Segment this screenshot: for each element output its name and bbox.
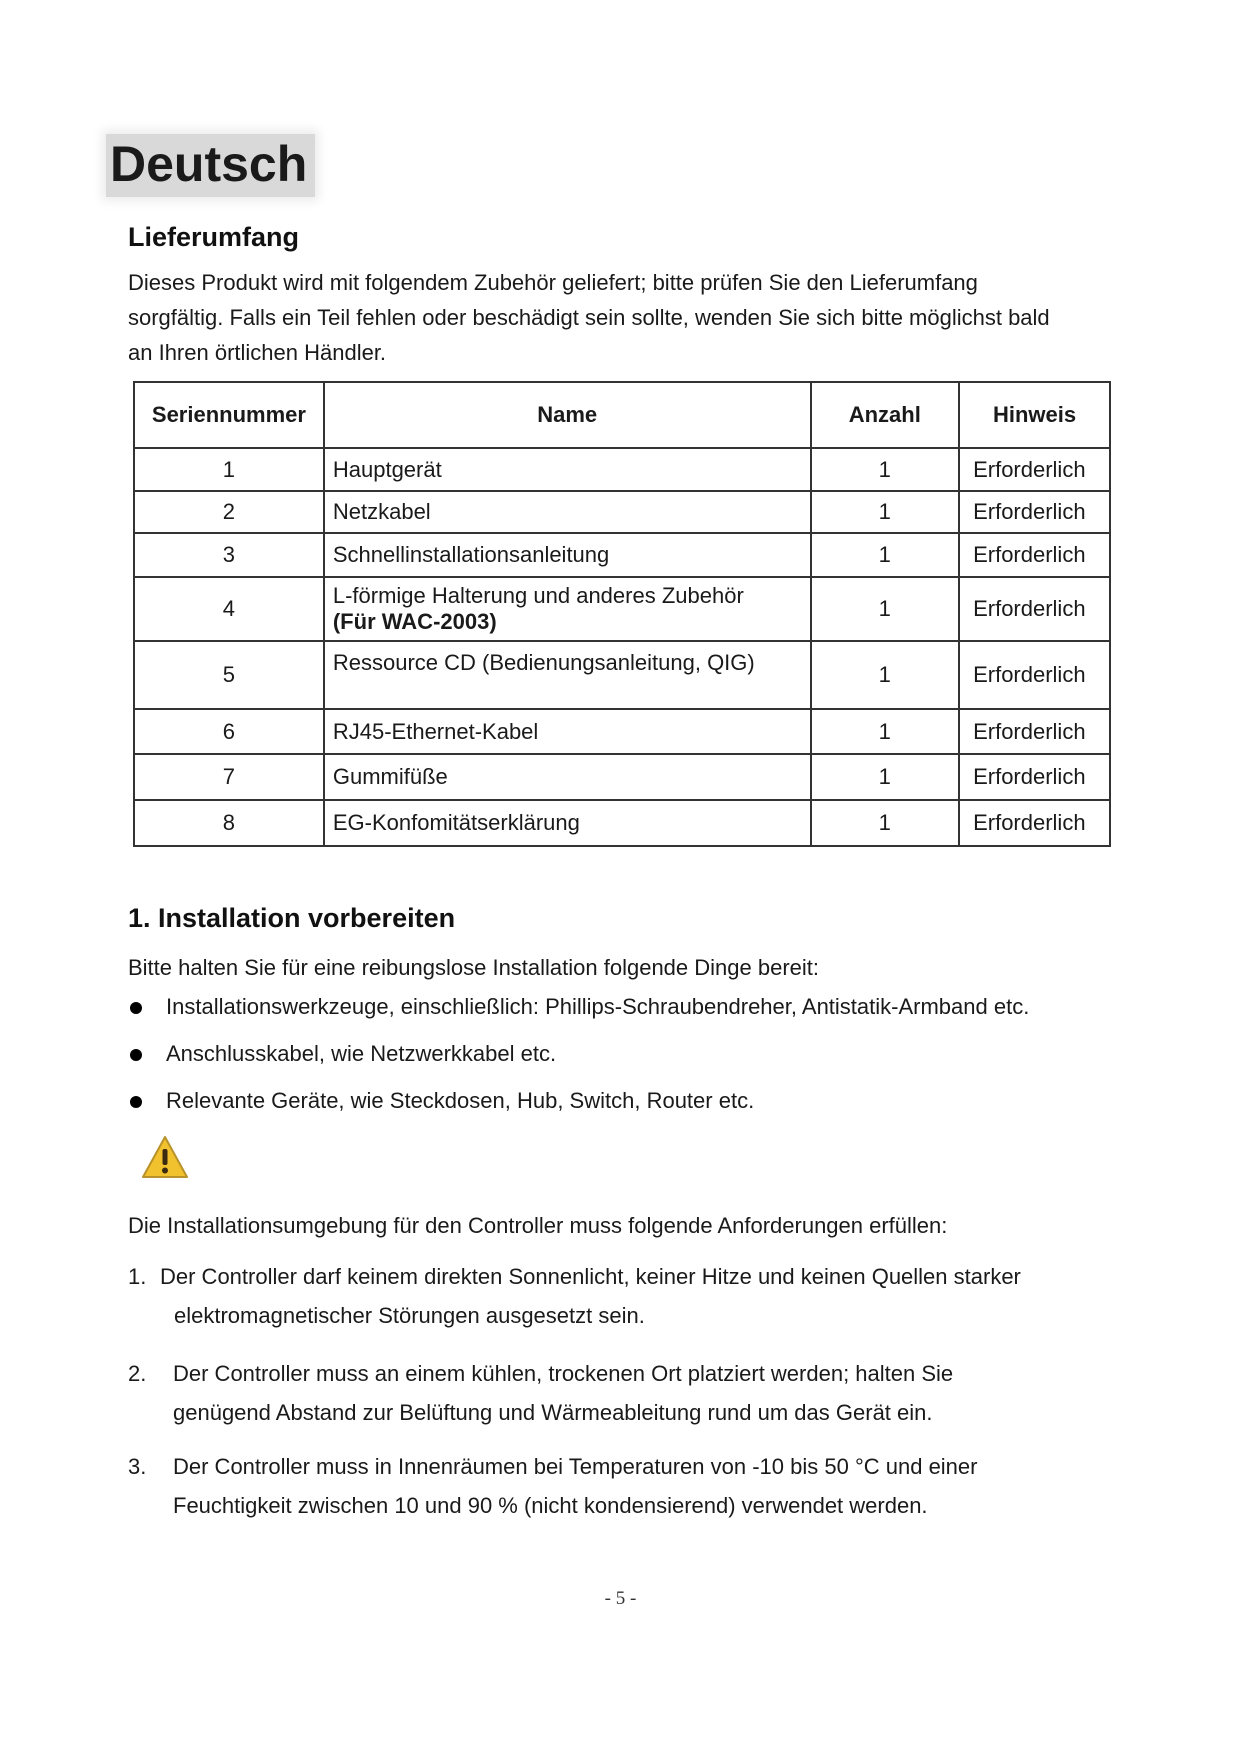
list-item bbox=[128, 1086, 1029, 1133]
requirement-number: 3. bbox=[128, 1454, 147, 1479]
cell-quantity: 1 bbox=[811, 448, 960, 491]
table-row bbox=[134, 754, 1110, 800]
requirement-item bbox=[128, 1447, 1108, 1525]
requirement-text-line: genügend Abstand zur Belüftung und Wärmeableitung rund um das Gerät ein. bbox=[173, 1400, 933, 1425]
delivery-contents-table bbox=[133, 381, 1111, 847]
cell-serial: 7 bbox=[134, 754, 324, 800]
cell-note: Erforderlich bbox=[959, 641, 1110, 709]
table-row bbox=[134, 577, 1110, 641]
cell-name: Netzkabel bbox=[324, 491, 811, 533]
install-intro: Bitte halten Sie für eine reibungslose Installation folgende Dinge bereit: bbox=[128, 955, 820, 980]
bullet-text: Relevante Geräte, wie Steckdosen, Hub, Switch, Router etc. bbox=[166, 1088, 755, 1113]
cell-serial: 3 bbox=[134, 533, 324, 577]
cell-name: RJ45-Ethernet-Kabel bbox=[324, 709, 811, 754]
table-row bbox=[134, 709, 1110, 754]
page-number: - 5 - bbox=[604, 1588, 637, 1609]
requirement-text-line: Der Controller muss in Innenräumen bei Temperaturen von -10 bis 50 °C und einer bbox=[173, 1454, 978, 1479]
delivery-heading: Lieferumfang bbox=[128, 222, 300, 252]
column-header-note: Hinweis bbox=[959, 382, 1110, 448]
cell-note: Erforderlich bbox=[959, 491, 1110, 533]
cell-serial: 2 bbox=[134, 491, 324, 533]
cell-note: Erforderlich bbox=[959, 800, 1110, 846]
cell-quantity: 1 bbox=[811, 800, 960, 846]
cell-quantity: 1 bbox=[811, 709, 960, 754]
list-item bbox=[128, 1039, 1029, 1086]
delivery-intro-line: an Ihren örtlichen Händler. bbox=[128, 340, 387, 365]
cell-name: Schnellinstallationsanleitung bbox=[324, 533, 811, 577]
install-bullet-list bbox=[128, 992, 1029, 1133]
cell-name: L-förmige Halterung und anderes Zubehör bbox=[332, 583, 744, 608]
requirements-intro: Die Installationsumgebung für den Controller muss folgende Anforderungen erfüllen: bbox=[128, 1213, 948, 1238]
cell-note: Erforderlich bbox=[959, 448, 1110, 491]
table-header-row bbox=[134, 382, 1110, 448]
table-row bbox=[134, 800, 1110, 846]
delivery-intro-line: Dieses Produkt wird mit folgendem Zubehör geliefert; bitte prüfen Sie den Lieferumfang bbox=[128, 270, 978, 295]
warning-triangle-icon bbox=[140, 1134, 190, 1180]
language-title: Deutsch bbox=[106, 134, 315, 197]
column-header-serial: Seriennummer bbox=[134, 382, 324, 448]
cell-name: Ressource CD (Bedienungsanleitung, QIG) bbox=[324, 641, 811, 709]
cell-quantity: 1 bbox=[811, 533, 960, 577]
table-row bbox=[134, 533, 1110, 577]
cell-note: Erforderlich bbox=[959, 577, 1110, 641]
delivery-intro bbox=[128, 265, 1128, 370]
table-row bbox=[134, 641, 1110, 709]
requirement-text-line: Der Controller muss an einem kühlen, trockenen Ort platziert werden; halten Sie bbox=[173, 1361, 954, 1386]
requirement-number: 1. bbox=[128, 1264, 147, 1289]
list-item bbox=[128, 992, 1029, 1039]
requirement-item bbox=[128, 1354, 1108, 1432]
requirement-item bbox=[128, 1257, 1108, 1335]
requirement-text-line: elektromagnetischer Störungen ausgesetzt sein. bbox=[174, 1303, 645, 1328]
bullet-text: Anschlusskabel, wie Netzwerkkabel etc. bbox=[166, 1041, 557, 1066]
cell-serial: 6 bbox=[134, 709, 324, 754]
cell-serial: 4 bbox=[134, 577, 324, 641]
delivery-intro-line: sorgfältig. Falls ein Teil fehlen oder beschädigt sein sollte, wenden Sie sich bitte möglichst bald bbox=[128, 305, 1050, 330]
cell-quantity: 1 bbox=[811, 641, 960, 709]
cell-quantity: 1 bbox=[811, 754, 960, 800]
requirement-number: 2. bbox=[128, 1361, 147, 1386]
cell-name-note: (Für WAC-2003) bbox=[332, 609, 497, 634]
cell-name: Hauptgerät bbox=[324, 448, 811, 491]
column-header-quantity: Anzahl bbox=[811, 382, 960, 448]
bullet-text: Installationswerkzeuge, einschließlich: Phillips-Schraubendreher, Antistatik-Armband etc. bbox=[166, 994, 1030, 1019]
cell-note: Erforderlich bbox=[959, 709, 1110, 754]
column-header-name: Name bbox=[324, 382, 811, 448]
cell-serial: 8 bbox=[134, 800, 324, 846]
cell-name-multiline bbox=[324, 577, 811, 641]
cell-serial: 1 bbox=[134, 448, 324, 491]
requirement-text-line: Der Controller darf keinem direkten Sonnenlicht, keiner Hitze und keinen Quellen starker bbox=[160, 1264, 1021, 1289]
install-heading: 1. Installation vorbereiten bbox=[128, 903, 456, 933]
bullet-dot-icon bbox=[130, 1049, 142, 1061]
table-row bbox=[134, 491, 1110, 533]
requirement-text-line: Feuchtigkeit zwischen 10 und 90 % (nicht kondensierend) verwendet werden. bbox=[173, 1493, 928, 1518]
cell-quantity: 1 bbox=[811, 491, 960, 533]
cell-note: Erforderlich bbox=[959, 533, 1110, 577]
bullet-dot-icon bbox=[130, 1096, 142, 1108]
cell-quantity: 1 bbox=[811, 577, 960, 641]
bullet-dot-icon bbox=[130, 1002, 142, 1014]
cell-name: EG-Konfomitätserklärung bbox=[324, 800, 811, 846]
cell-name: Gummifüße bbox=[324, 754, 811, 800]
cell-note: Erforderlich bbox=[959, 754, 1110, 800]
cell-serial: 5 bbox=[134, 641, 324, 709]
table-row bbox=[134, 448, 1110, 491]
